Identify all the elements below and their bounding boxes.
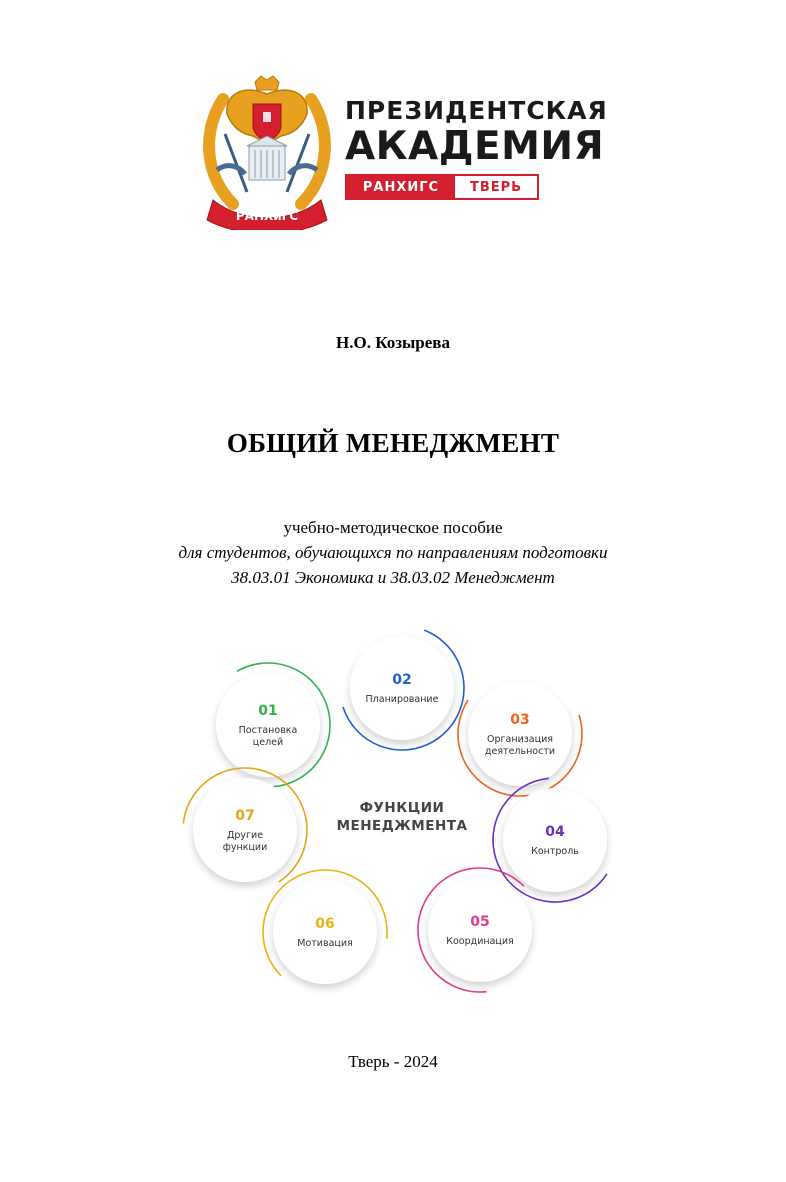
node-label: Организация	[487, 734, 553, 745]
wordmark-line-2: АКАДЕМИЯ	[345, 124, 605, 169]
document-title: ОБЩИЙ МЕНЕДЖМЕНТ	[226, 428, 560, 458]
academy-emblem-logo	[203, 74, 331, 230]
node-disc	[428, 878, 532, 982]
node-label: функции	[222, 842, 268, 853]
node-number: 05	[470, 914, 490, 930]
node-number: 03	[510, 712, 530, 728]
node-label: Мотивация	[297, 938, 353, 949]
node-label: деятельности	[484, 746, 556, 757]
subtitle-line-3: 38.03.01 Экономика и 38.03.02 Менеджмент	[231, 568, 555, 587]
footer-city-year: Тверь - 2024	[348, 1052, 438, 1071]
node-number: 07	[235, 808, 255, 824]
badge-right: ТВЕРЬ	[469, 179, 523, 195]
node-number: 01	[258, 703, 278, 719]
emblem-ribbon-text: РАНХиГС	[235, 209, 299, 223]
diagram-center-line-2: МЕНЕДЖМЕНТА	[336, 818, 468, 834]
node-number: 02	[392, 672, 412, 688]
node-label: Контроль	[531, 846, 579, 857]
node-label: Постановка	[238, 725, 298, 736]
subtitle-line-1: учебно-методическое пособие	[283, 518, 503, 537]
node-disc	[503, 788, 607, 892]
management-functions-diagram	[180, 640, 620, 985]
wordmark-badge	[345, 174, 539, 200]
node-label: Координация	[446, 936, 514, 947]
node-disc	[350, 636, 454, 740]
badge-left: РАНХИГС	[347, 176, 455, 198]
node-label: Другие	[226, 830, 264, 841]
diagram-center-line-1: ФУНКЦИИ	[359, 800, 445, 816]
node-label: целей	[252, 737, 284, 748]
subtitle-line-2: для студентов, обучающихся по направлениям подготовки	[178, 543, 608, 562]
node-disc	[273, 880, 377, 984]
wordmark-line-1: ПРЕЗИДЕНТСКАЯ	[345, 96, 608, 125]
node-number: 04	[545, 824, 565, 840]
academy-wordmark	[345, 96, 608, 200]
document-subtitle	[0, 515, 786, 590]
author-name: Н.О. Козырева	[336, 333, 450, 352]
node-number: 06	[315, 916, 335, 932]
node-label: Планирование	[365, 694, 439, 705]
